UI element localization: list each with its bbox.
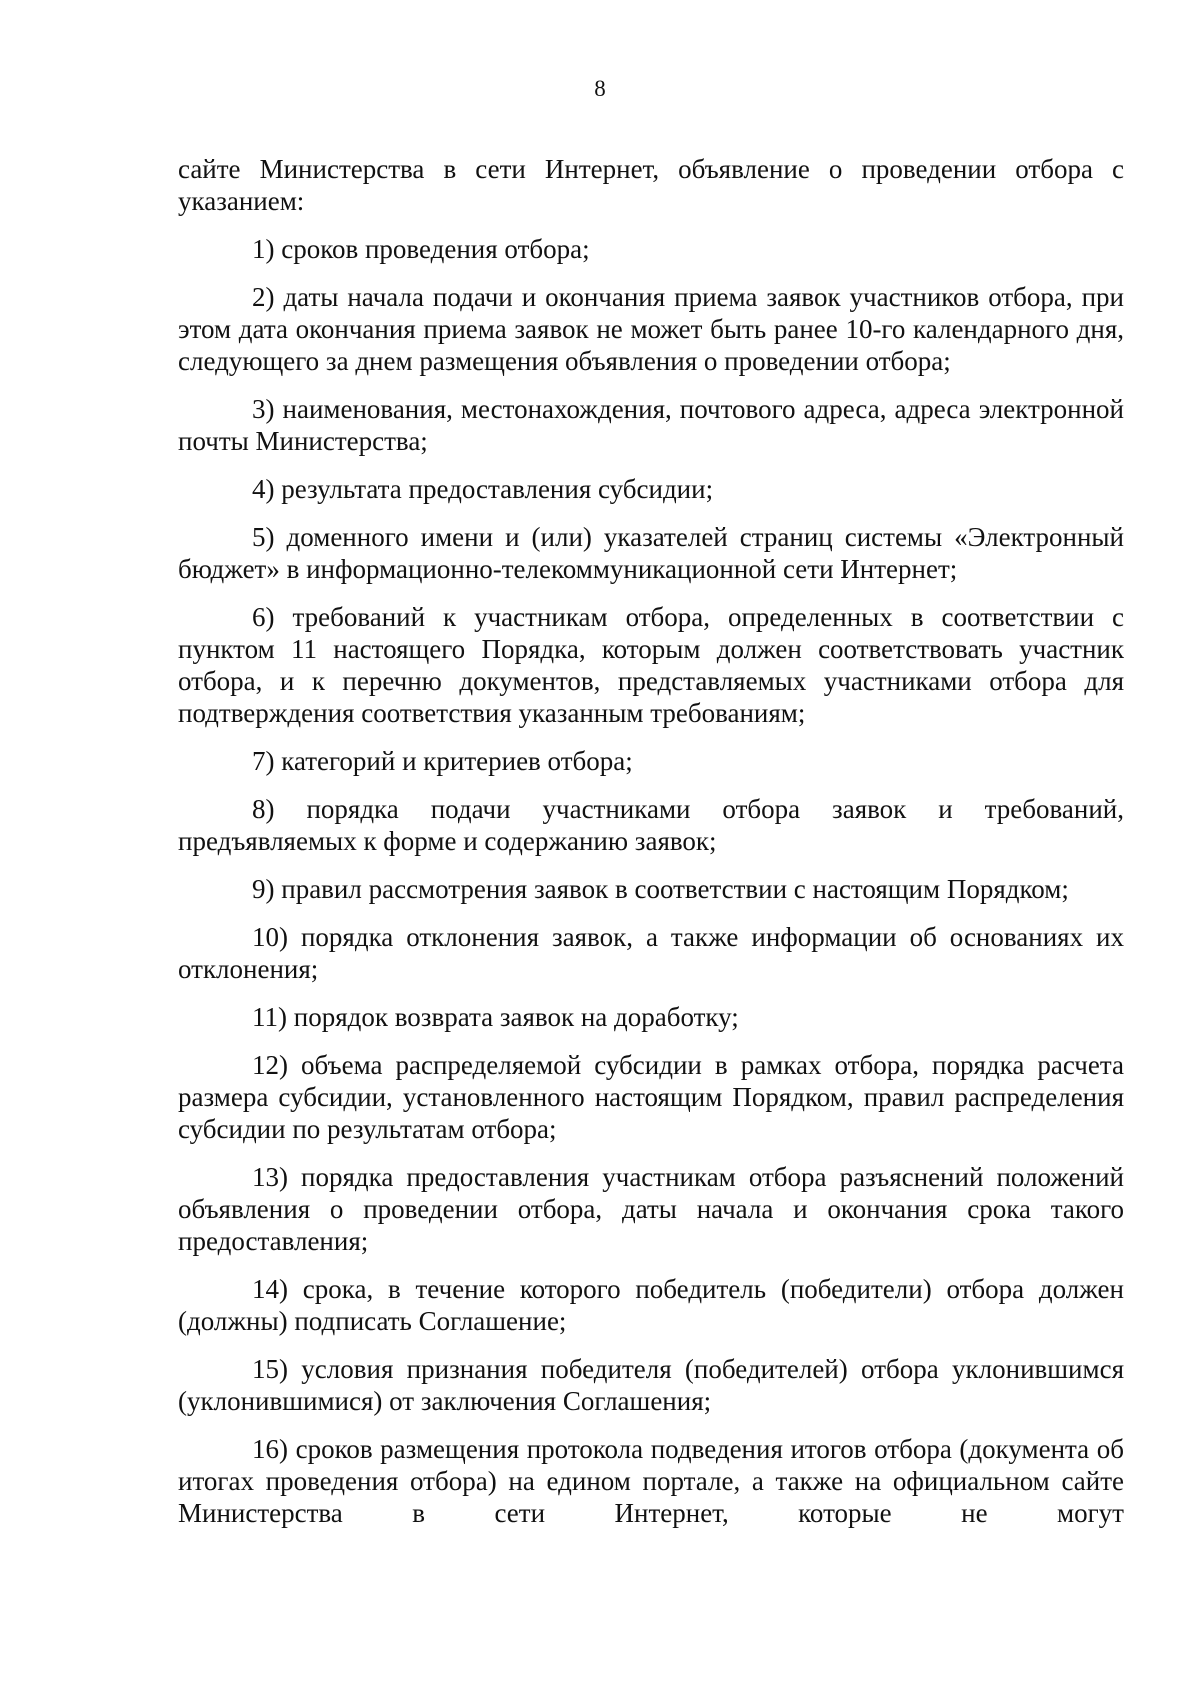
list-item-4: 4) результата предоставления субсидии; — [252, 474, 714, 504]
paragraph-continuation: сайте Министерства в сети Интернет, объявление о проведении отбора с указанием: — [178, 154, 1124, 216]
list-item-5: 5) доменного имени и (или) указателей страниц системы «Электронный бюджет» в информационно-телекоммуникационной сети Интернет; — [178, 522, 1124, 584]
list-item-7: 7) категорий и критериев отбора; — [252, 746, 633, 776]
document-body — [178, 153, 1124, 1529]
list-item-13: 13) порядка предоставления участникам отбора разъяснений положений объявления о проведении отбора, даты начала и окончания срока такого предоставления; — [178, 1162, 1124, 1256]
list-item-3: 3) наименования, местонахождения, почтового адреса, адреса электронной почты Министерства; — [178, 394, 1124, 456]
list-item-8: 8) порядка подачи участниками отбора заявок и требований, предъявляемых к форме и содержанию заявок; — [178, 794, 1124, 856]
list-item-6: 6) требований к участникам отбора, определенных в соответствии с пунктом 11 настоящего Порядка, которым должен соответствовать участник отбора, и к перечню документов, представляемых участниками отбора для подтверждения соответствия указанным требованиям; — [178, 602, 1124, 728]
list-item-11: 11) порядок возврата заявок на доработку; — [252, 1002, 739, 1032]
list-item-15: 15) условия признания победителя (победителей) отбора уклонившимся (уклонившимися) от заключения Соглашения; — [178, 1354, 1124, 1416]
list-item-1: 1) сроков проведения отбора; — [252, 234, 590, 264]
list-item-10: 10) порядка отклонения заявок, а также информации об основаниях их отклонения; — [178, 922, 1124, 984]
list-item-16: 16) сроков размещения протокола подведения итогов отбора (документа об итогах проведения отбора) на едином портале, а также на официальном сайте Министерства в сети Интернет, которые не могут — [178, 1434, 1124, 1528]
list-item-2: 2) даты начала подачи и окончания приема заявок участников отбора, при этом дата окончания приема заявок не может быть ранее 10-го календарного дня, следующего за днем размещения объявления о проведении отбора; — [178, 282, 1124, 376]
page-number: 8 — [594, 76, 606, 101]
list-item-12: 12) объема распределяемой субсидии в рамках отбора, порядка расчета размера субсидии, установленного настоящим Порядком, правил распределения субсидии по результатам отбора; — [178, 1050, 1124, 1144]
list-item-9: 9) правил рассмотрения заявок в соответствии с настоящим Порядком; — [252, 874, 1069, 904]
list-item-14: 14) срока, в течение которого победитель (победители) отбора должен (должны) подписать Соглашение; — [178, 1274, 1124, 1336]
